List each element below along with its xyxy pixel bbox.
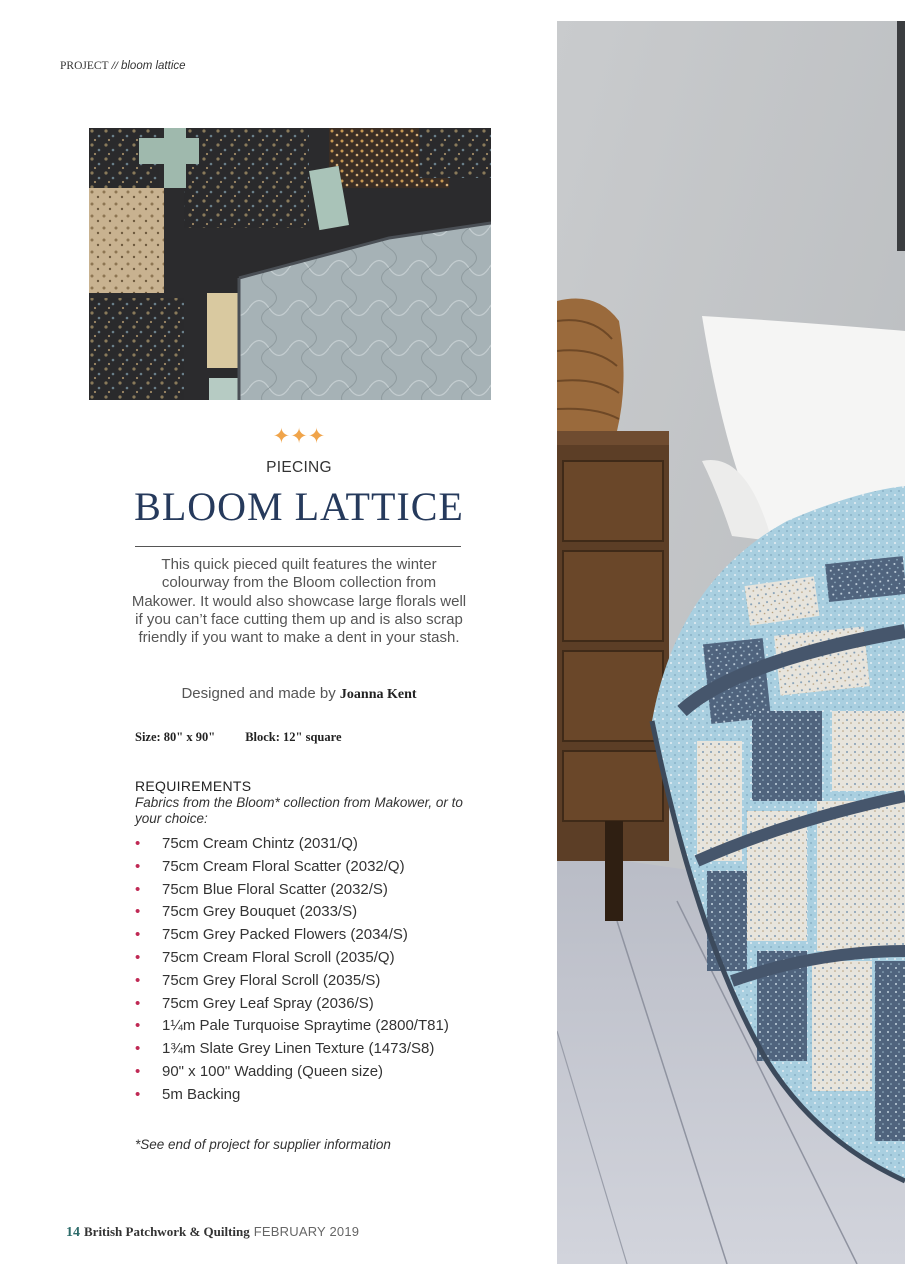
bullet-icon: • [135,948,141,966]
block-spec: Block: 12" square [245,730,342,744]
star-ornament: ✦✦✦ [272,425,326,448]
bullet-icon: • [135,880,141,898]
list-item [135,856,495,879]
bullet-icon: • [135,926,141,944]
list-item-text: 75cm Cream Floral Scroll (2035/Q) [162,948,395,966]
list-item-text: 5m Backing [162,1085,241,1103]
list-item [135,901,495,924]
list-item [135,924,495,947]
page-number: 14 [66,1225,80,1240]
page-title: BLOOM LATTICE [134,484,464,529]
list-item [135,970,495,993]
list-item-text: 75cm Grey Leaf Spray (2036/S) [162,994,374,1012]
bullet-icon: • [135,994,141,1012]
list-item [135,1015,495,1038]
list-item [135,947,495,970]
bullet-icon: • [135,1085,141,1103]
list-item-text: 75cm Cream Chintz (2031/Q) [162,835,358,852]
section-tag [60,60,186,72]
requirements-list [135,833,495,1107]
list-item [135,1061,495,1084]
magazine-name: British Patchwork & Quilting [84,1224,250,1239]
list-item [135,993,495,1016]
bullet-icon: • [135,1017,141,1035]
quilt-detail-photo [89,128,491,400]
designer-name: Joanna Kent [339,687,417,702]
list-item-text: 75cm Cream Floral Scatter (2032/Q) [162,857,405,875]
list-item [135,833,495,856]
quilt-specs [135,730,342,745]
title-divider [135,546,461,547]
list-item [135,1038,495,1061]
bullet-icon: • [135,903,141,921]
supplier-footnote: *See end of project for supplier information [135,1137,391,1152]
bullet-icon: • [135,971,141,989]
list-item-text: 1¾m Slate Grey Linen Texture (1473/S8) [162,1040,435,1058]
list-item-text: 75cm Grey Bouquet (2033/S) [162,903,358,921]
requirements-subheading: Fabrics from the Bloom* collection from Makower, or to your choice: [135,795,463,826]
list-item-text: 1¼m Pale Turquoise Spraytime (2800/T81) [162,1017,449,1035]
credit-prefix: Designed and made by [181,685,336,702]
list-item-text: 75cm Grey Floral Scroll (2035/S) [162,971,381,989]
bedroom-quilt-photo [557,21,905,1264]
list-item [135,879,495,902]
requirements-heading: REQUIREMENTS [135,778,252,794]
page-footer [66,1224,359,1241]
bullet-icon: • [135,1040,141,1058]
size-spec: Size: 80" x 90" [135,730,216,744]
section-separator: // [111,60,118,72]
list-item [135,1084,495,1107]
category-label: PIECING [266,459,332,476]
list-item-text: 75cm Blue Floral Scatter (2032/S) [162,880,388,898]
bullet-icon: • [135,1062,141,1080]
issue-date: FEBRUARY 2019 [253,1224,360,1239]
project-name: bloom lattice [120,60,186,72]
list-item-text: 90" x 100" Wadding (Queen size) [162,1062,384,1080]
designer-credit [130,685,468,703]
bullet-icon: • [135,835,141,852]
section-label: PROJECT [60,60,109,72]
bullet-icon: • [135,857,141,875]
intro-paragraph: This quick pieced quilt features the winter colourway from the Bloom collection from Makower. It would also showcase large florals well if you can’t face cutting them up and is also scrap friendly if you want to make a dent in your stash. [131,556,467,647]
list-item-text: 75cm Grey Packed Flowers (2034/S) [162,926,408,944]
